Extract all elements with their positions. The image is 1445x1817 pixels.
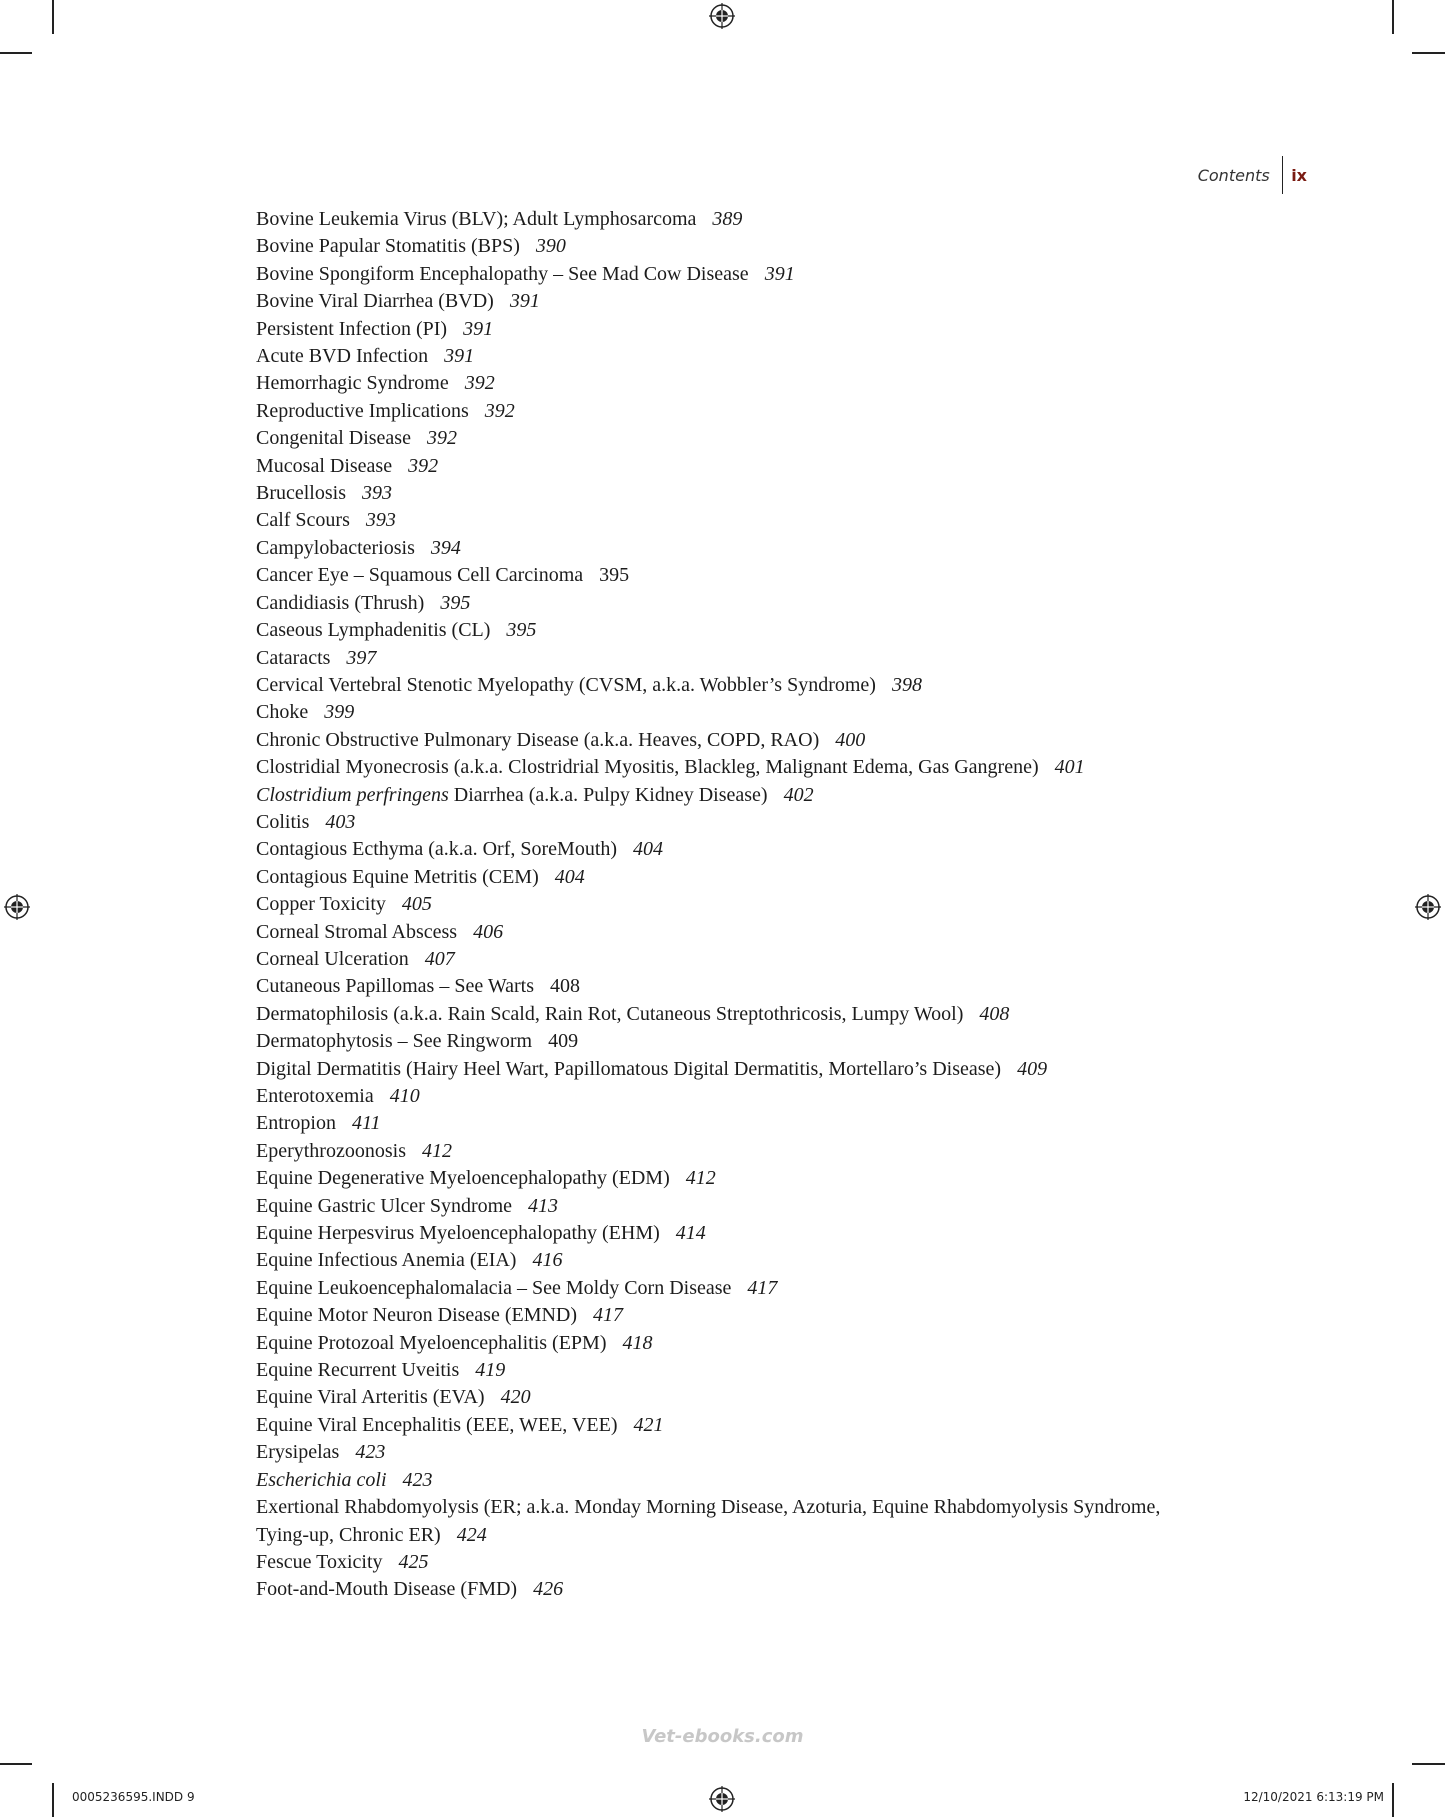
- toc-entry-page: 426: [533, 1578, 564, 1601]
- toc-entry-title-italic: Clostridium perfringens: [256, 783, 449, 806]
- toc-entry-page: 402: [783, 783, 814, 806]
- watermark: Vet-ebooks.com: [641, 1726, 804, 1747]
- crop-mark: [52, 1783, 54, 1817]
- toc-entry-page: 391: [509, 290, 540, 313]
- date-slug: 12/10/2021 6:13:19 PM: [1243, 1790, 1384, 1804]
- toc-entry-page: 401: [1054, 756, 1085, 779]
- toc-entry: [256, 288, 1256, 315]
- toc-entry: [256, 1330, 1256, 1357]
- toc-entry-page: 394: [430, 536, 461, 559]
- toc-entry-title: Equine Viral Encephalitis (EEE, WEE, VEE): [256, 1413, 618, 1436]
- toc-entry-page: 406: [473, 920, 504, 943]
- toc-entry-title: Cancer Eye – Squamous Cell Carcinoma: [256, 564, 584, 587]
- toc-entry: [256, 1165, 1256, 1192]
- toc-entry: [256, 836, 1256, 863]
- toc-entry-title: Bovine Leukemia Virus (BLV); Adult Lymphosarcoma: [256, 208, 697, 230]
- toc-entry-page: 421: [633, 1413, 664, 1436]
- toc-entry-page: 412: [685, 1167, 716, 1190]
- file-slug: 0005236595.INDD 9: [72, 1790, 195, 1804]
- toc-entry: [256, 1028, 1256, 1055]
- toc-entry: [256, 891, 1256, 918]
- registration-mark-icon: [1415, 894, 1441, 920]
- toc-entry-title: Equine Gastric Ulcer Syndrome: [256, 1194, 513, 1217]
- toc-entry-title: Caseous Lymphadenitis (CL): [256, 619, 491, 642]
- toc-entry: [256, 1357, 1256, 1384]
- toc-entry-page: 417: [747, 1276, 778, 1299]
- toc-entry: [256, 1247, 1256, 1274]
- crop-mark: [0, 52, 32, 54]
- toc-entry-title: Hemorrhagic Syndrome: [256, 372, 449, 395]
- toc-entry: [256, 480, 1256, 507]
- toc-entry-page: 418: [622, 1331, 653, 1354]
- registration-mark-icon: [709, 3, 735, 29]
- toc-entry-title: Acute BVD Infection: [256, 345, 429, 368]
- toc-entry-page: 410: [389, 1085, 420, 1107]
- toc-entry: [256, 370, 1256, 397]
- toc-entry-title: Corneal Stromal Abscess: [256, 920, 458, 943]
- toc-entry-page: 393: [365, 509, 396, 532]
- toc-entry-page: 395: [506, 619, 537, 642]
- toc-entry-title: Enterotoxemia: [256, 1085, 374, 1107]
- toc-entry-page: 398: [891, 673, 922, 696]
- toc-entry-title: Erysipelas: [256, 1441, 340, 1464]
- toc-entry-page: 417: [593, 1304, 624, 1327]
- toc-entry: [256, 782, 1256, 809]
- toc-entry: [256, 425, 1256, 452]
- toc-entry-page: 419: [475, 1359, 506, 1382]
- toc-entry-title: Choke: [256, 701, 309, 724]
- toc-entry-page: 392: [464, 372, 495, 395]
- toc-entry-title: Equine Protozoal Myeloencephalitis (EPM): [256, 1331, 607, 1354]
- toc-entry-page: 395: [440, 591, 471, 614]
- toc-entry-page: 420: [500, 1386, 531, 1409]
- registration-mark-icon: [4, 894, 30, 920]
- toc-entry-page: 411: [352, 1112, 381, 1135]
- toc-entry-page: 400: [835, 728, 866, 751]
- toc-entry-title: Cutaneous Papillomas – See Warts: [256, 975, 534, 998]
- toc-entry: [256, 864, 1256, 891]
- toc-entry: [256, 754, 1256, 781]
- toc-entry-title: Candidiasis (Thrush): [256, 591, 425, 614]
- toc-entry: [256, 1467, 1256, 1494]
- toc-entry-page: 392: [426, 427, 457, 450]
- toc-entry: [256, 261, 1256, 288]
- toc-entry-page: 389: [712, 208, 743, 230]
- toc-entry-title: Cataracts: [256, 646, 331, 669]
- toc-entry-title: Dermatophilosis (a.k.a. Rain Scald, Rain Rot, Cutaneous Streptothricosis, Lumpy Wool): [256, 1002, 964, 1025]
- toc-entry-page: 395: [599, 564, 630, 587]
- toc-entry: [256, 1001, 1256, 1028]
- toc-entry-title: Brucellosis: [256, 482, 346, 505]
- toc-entry: [256, 1576, 1256, 1603]
- toc-entry: [256, 1138, 1256, 1165]
- crop-mark: [1412, 1763, 1445, 1765]
- toc-entry-title: Equine Viral Arteritis (EVA): [256, 1386, 485, 1409]
- toc-entry: [256, 316, 1256, 343]
- toc-entry-title-italic: Escherichia coli: [256, 1468, 387, 1491]
- toc-entry-page: 393: [362, 482, 392, 505]
- toc-entry: [256, 645, 1256, 672]
- page-number: ix: [1291, 165, 1307, 185]
- toc-entry: [256, 1275, 1256, 1302]
- toc-entry: [256, 1439, 1256, 1466]
- toc-entry: [256, 919, 1256, 946]
- toc-entry-title: Equine Degenerative Myeloencephalopathy (EDM): [256, 1167, 670, 1190]
- toc-entry-page: 391: [463, 317, 494, 340]
- toc-entry-title: Bovine Viral Diarrhea (BVD): [256, 290, 494, 313]
- toc-entry-title: Equine Motor Neuron Disease (EMND): [256, 1304, 578, 1327]
- toc-entry-page: 391: [444, 345, 475, 368]
- toc-entry-title: Mucosal Disease: [256, 454, 393, 477]
- toc-entry-title: Fescue Toxicity: [256, 1550, 383, 1573]
- toc-entry-title: Equine Leukoencephalomalacia – See Moldy Corn Disease: [256, 1276, 732, 1299]
- toc-entry-page: 403: [325, 810, 356, 833]
- toc-entry-page: 392: [484, 399, 515, 422]
- toc-entry-title: Chronic Obstructive Pulmonary Disease (a.k.a. Heaves, COPD, RAO): [256, 728, 820, 751]
- crop-mark: [1392, 1783, 1394, 1817]
- toc-entry-title: Equine Infectious Anemia (EIA): [256, 1249, 517, 1272]
- toc-entry-page: 407: [424, 947, 455, 970]
- toc-entry-title: Bovine Spongiform Encephalopathy – See Mad Cow Disease: [256, 262, 749, 285]
- toc-entry: [256, 453, 1256, 480]
- toc-entry-title: Eperythrozoonosis: [256, 1139, 406, 1162]
- toc-entry: [256, 1056, 1256, 1083]
- toc-entry: [256, 1220, 1256, 1247]
- toc-entry-page: 392: [408, 454, 439, 477]
- toc-entry: [256, 535, 1256, 562]
- toc-entry: [256, 1522, 1256, 1549]
- toc-entry-page: 412: [421, 1139, 452, 1162]
- toc-entry-page: 397: [346, 646, 377, 669]
- toc-entry-title: Clostridial Myonecrosis (a.k.a. Clostridrial Myositis, Blackleg, Malignant Edema, Gas Gangrene): [256, 756, 1039, 779]
- toc-entry-title: Tying-up, Chronic ER): [256, 1523, 441, 1546]
- toc-entry-page: 409: [548, 1030, 579, 1053]
- toc-entry: [256, 727, 1256, 754]
- toc-entry: [256, 1302, 1256, 1329]
- toc-entry: [256, 1110, 1256, 1137]
- toc-entry: [256, 1193, 1256, 1220]
- toc-entry-title: Colitis: [256, 810, 310, 833]
- toc-entry-title: Cervical Vertebral Stenotic Myelopathy (CVSM, a.k.a. Wobbler’s Syndrome): [256, 673, 876, 696]
- toc-entry: [256, 617, 1256, 644]
- toc-entry-title: Entropion: [256, 1112, 336, 1135]
- toc-entry: [256, 809, 1256, 836]
- header-divider: [1282, 156, 1284, 194]
- toc-entry-page: 424: [456, 1523, 487, 1546]
- toc-entry-page: 404: [633, 838, 664, 861]
- toc-entry: [256, 699, 1256, 726]
- toc-entry: [256, 1083, 1256, 1110]
- toc-entry-page: 414: [675, 1222, 706, 1245]
- toc-entry-title: Dermatophytosis – See Ringworm: [256, 1030, 533, 1053]
- toc-entry-title: Digital Dermatitis (Hairy Heel Wart, Papillomatous Digital Dermatitis, Mortellaro’s Disease): [256, 1057, 1002, 1080]
- toc-entry: [256, 343, 1256, 370]
- toc-entry: [256, 398, 1256, 425]
- toc-entry-page: 399: [324, 701, 355, 724]
- toc-entry-page: 409: [1017, 1057, 1048, 1080]
- toc-entry-title: Persistent Infection (PI): [256, 317, 448, 340]
- toc-entry-title: Corneal Ulceration: [256, 947, 409, 970]
- crop-mark: [0, 1763, 32, 1765]
- toc-entry-title: Congenital Disease: [256, 427, 411, 450]
- toc-entry-page: 405: [401, 893, 432, 916]
- crop-mark: [52, 0, 54, 34]
- toc-entry-page: 390: [535, 235, 566, 258]
- toc-entry-title: Equine Herpesvirus Myeloencephalopathy (EHM): [256, 1222, 660, 1245]
- toc-entry-page: 404: [554, 865, 585, 888]
- toc-entry: [256, 507, 1256, 534]
- toc-entry: [256, 672, 1256, 699]
- toc-entry-title: Contagious Equine Metritis (CEM): [256, 865, 539, 888]
- toc-entry-title: Equine Recurrent Uveitis: [256, 1359, 460, 1382]
- toc-entry-title: Exertional Rhabdomyolysis (ER; a.k.a. Monday Morning Disease, Azoturia, Equine Rhabdomyolysis Syndrome,: [256, 1496, 1161, 1519]
- registration-mark-icon: [709, 1786, 735, 1812]
- toc-entry: [256, 206, 1256, 233]
- toc-entry: [256, 973, 1256, 1000]
- toc-entry: [256, 946, 1256, 973]
- toc-entry-page: 408: [979, 1002, 1010, 1025]
- toc-entry-title: Calf Scours: [256, 509, 350, 532]
- toc-entry-page: 423: [402, 1468, 433, 1491]
- toc-entry-title: Foot-and-Mouth Disease (FMD): [256, 1578, 518, 1601]
- toc-entry-title: Copper Toxicity: [256, 893, 386, 916]
- toc-entry: [256, 1384, 1256, 1411]
- toc-entry: [256, 590, 1256, 617]
- toc-entry-title: Campylobacteriosis: [256, 536, 415, 559]
- toc-entry: [256, 1412, 1256, 1439]
- toc-entry-page: 416: [532, 1249, 563, 1272]
- toc-entry-title: Reproductive Implications: [256, 399, 469, 422]
- toc-entry-page: 413: [528, 1194, 559, 1217]
- toc-entry-title: Diarrhea (a.k.a. Pulpy Kidney Disease): [448, 783, 768, 806]
- toc-entry: [256, 233, 1256, 260]
- toc-entry: [256, 1549, 1256, 1576]
- crop-mark: [1412, 52, 1445, 54]
- toc-entry-page: 391: [764, 262, 795, 285]
- toc-entry: [256, 1494, 1256, 1521]
- toc-entry-page: 425: [398, 1550, 429, 1573]
- toc-entry: [256, 562, 1256, 589]
- running-head-title: Contents: [1197, 165, 1270, 185]
- contents-list: [256, 206, 1256, 1604]
- toc-entry-page: 423: [355, 1441, 386, 1464]
- running-header: [1198, 156, 1307, 194]
- crop-mark: [1392, 0, 1394, 34]
- toc-entry-title: Bovine Papular Stomatitis (BPS): [256, 235, 520, 258]
- toc-entry-title: Contagious Ecthyma (a.k.a. Orf, SoreMouth): [256, 838, 618, 861]
- toc-entry-page: 408: [550, 975, 580, 998]
